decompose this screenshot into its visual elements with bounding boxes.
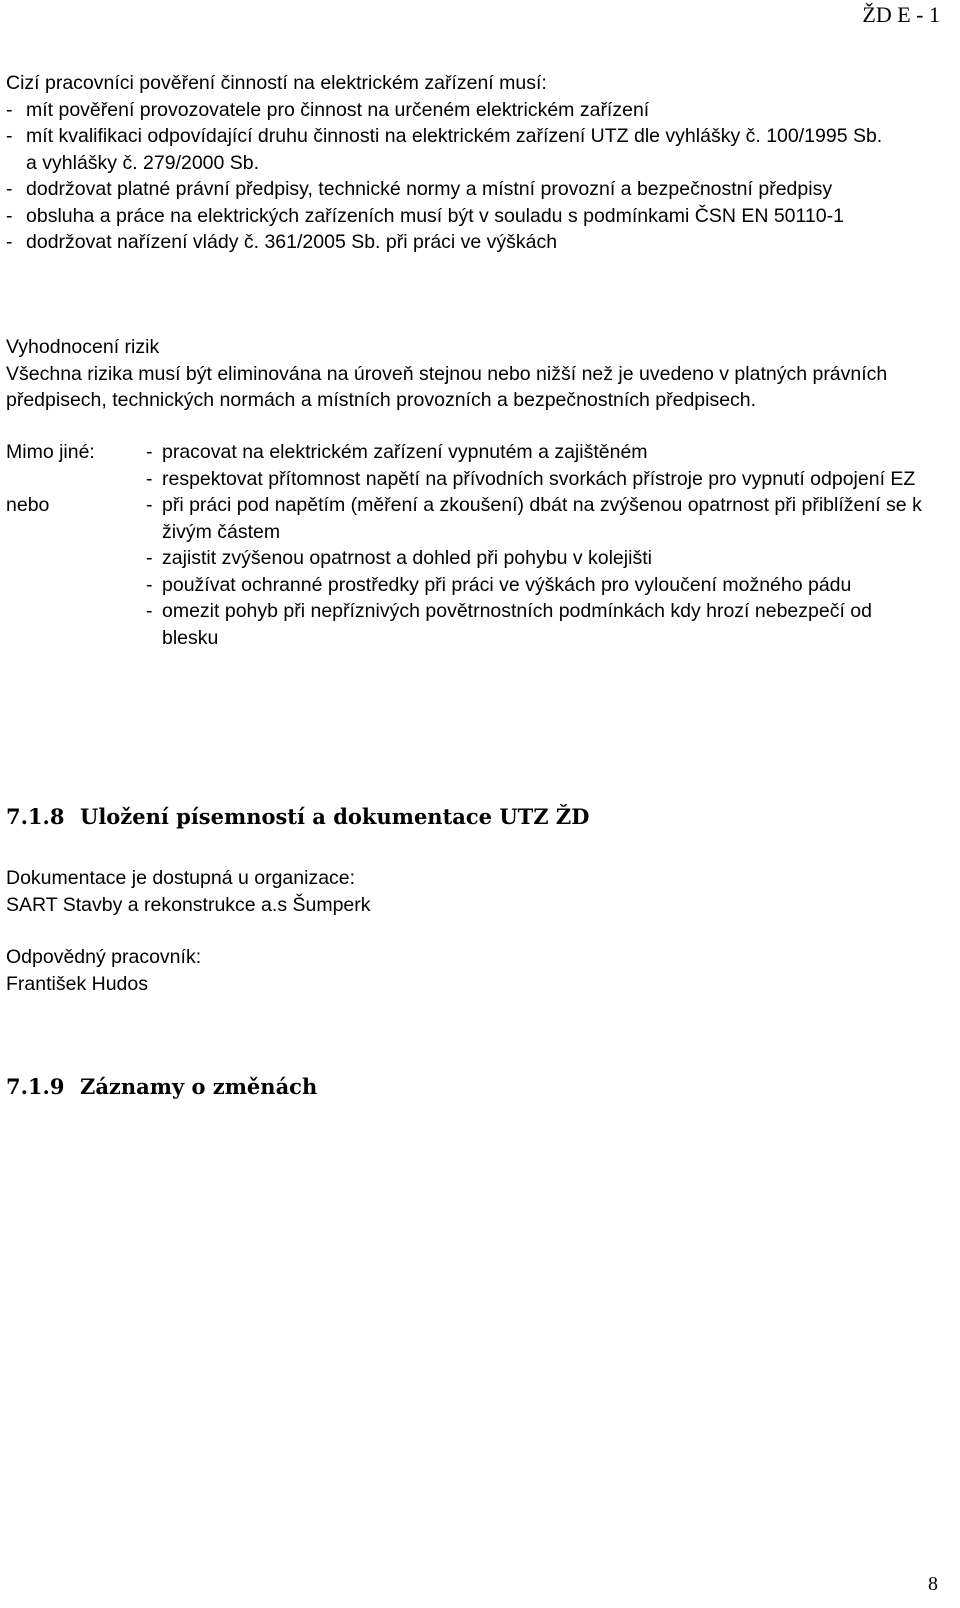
risk-title: Vyhodnocení rizik bbox=[6, 336, 160, 358]
doc-label: Dokumentace je dostupná u organizace: bbox=[6, 867, 356, 889]
section-title: Uložení písemností a dokumentace UTZ ŽD bbox=[80, 804, 590, 829]
risk-measures bbox=[146, 439, 926, 651]
responsible-block bbox=[6, 944, 201, 997]
document-code: ŽD E - 1 bbox=[862, 2, 940, 27]
intro-block bbox=[6, 70, 936, 256]
list-item: - mít kvalifikaci odpovídající druhu činnosti na elektrickém zařízení UTZ dle vyhlášky č. 100/1995 Sb. a vyhlášky č. 279/2000 Sb. bbox=[6, 125, 883, 174]
section-number: 7.1.9 bbox=[6, 1074, 65, 1099]
page-number: 8 bbox=[928, 1573, 938, 1595]
mimo-label: Mimo jiné: bbox=[6, 441, 95, 463]
list-item: - pracovat na elektrickém zařízení vypnutém a zajištěném bbox=[146, 441, 648, 463]
list-item: - respektovat přítomnost napětí na přívodních svorkách přístroje pro vypnutí odpojení EZ bbox=[146, 467, 916, 490]
list-item: - dodržovat nařízení vlády č. 361/2005 Sb. při práci ve výškách bbox=[6, 231, 558, 253]
intro-list bbox=[6, 97, 936, 256]
section-heading-719 bbox=[6, 1074, 317, 1099]
responsible-name: František Hudos bbox=[6, 972, 148, 995]
responsible-label: Odpovědný pracovník: bbox=[6, 946, 202, 968]
list-item: - mít pověření provozovatele pro činnost na určeném elektrickém zařízení bbox=[6, 98, 650, 121]
doc-organization: SART Stavby a rekonstrukce a.s Šumperk bbox=[6, 893, 371, 916]
list-item: - omezit pohyb při nepříznivých povětrnostních podmínkách kdy hrozí nebezpečí od blesku bbox=[146, 600, 872, 649]
list-item: - dodržovat platné právní předpisy, technické normy a místní provozní a bezpečnostní předpisy bbox=[6, 178, 833, 200]
intro-title: Cizí pracovníci pověření činností na elektrickém zařízení musí: bbox=[6, 72, 547, 94]
risk-text: Všechna rizika musí být eliminována na úroveň stejnou nebo nižší než je uvedeno v platných právních předpisech, technických normách a místních provozních a bezpečnostních předpisech. bbox=[6, 362, 888, 411]
documentation-block bbox=[6, 865, 371, 918]
list-item: - při práci pod napětím (měření a zkoušení) dbát na zvýšenou opatrnost při přiblížení se k živým částem bbox=[146, 494, 922, 543]
list-item: - obsluha a práce na elektrických zařízeních musí být v souladu s podmínkami ČSN EN 50110-1 bbox=[6, 204, 844, 227]
section-number: 7.1.8 bbox=[6, 804, 65, 829]
section-heading-718 bbox=[6, 804, 589, 829]
risk-block bbox=[6, 334, 941, 414]
list-item: - zajistit zvýšenou opatrnost a dohled při pohybu v kolejišti bbox=[146, 547, 652, 569]
list-item: - používat ochranné prostředky při práci ve výškách pro vyloučení možného pádu bbox=[146, 573, 852, 596]
nebo-label: nebo bbox=[6, 494, 50, 516]
section-title: Záznamy o změnách bbox=[80, 1074, 318, 1099]
